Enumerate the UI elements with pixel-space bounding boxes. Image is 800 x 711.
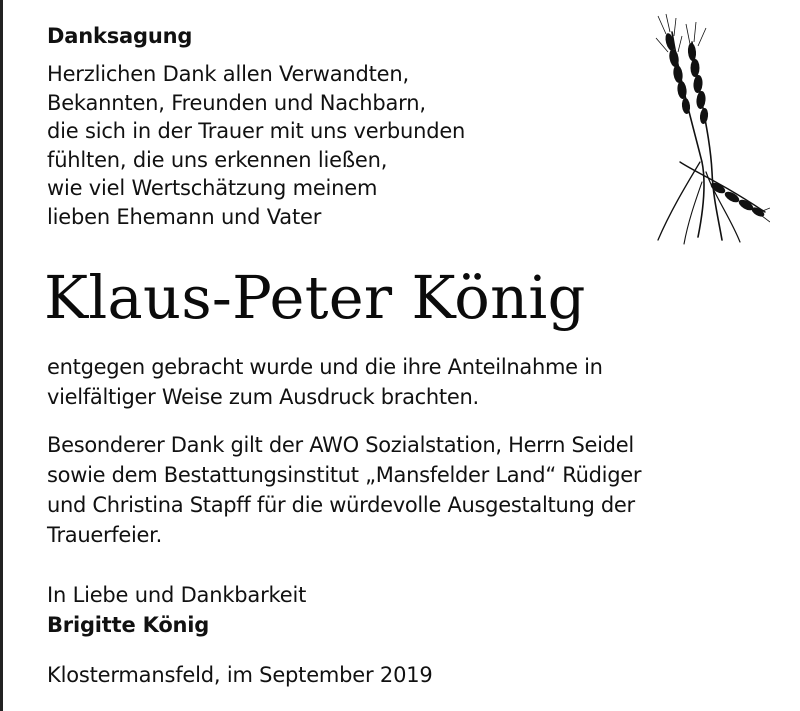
intro-line: lieben Ehemann und Vater: [47, 204, 322, 229]
closing-phrase: In Liebe und Dankbarkeit: [47, 583, 307, 607]
intro-text: [47, 60, 465, 231]
signer-name: Brigitte König: [47, 613, 210, 637]
closing-block: [47, 580, 306, 640]
paragraph-line: sowie dem Bestattungsinstitut „Mansfelder Land“ Rüdiger: [47, 463, 642, 487]
intro-line: wie viel Wertschätzung meinem: [47, 176, 378, 200]
place-and-date: Klostermansfeld, im September 2019: [47, 663, 433, 687]
intro-line: Bekannten, Freunden und Nachbarn,: [47, 90, 426, 115]
paragraph-line: Trauerfeier.: [47, 523, 162, 547]
special-thanks-paragraph: [47, 430, 641, 550]
thanks-paragraph: [47, 352, 603, 412]
notice-heading: Danksagung: [47, 24, 193, 48]
paragraph-line: vielfältiger Weise zum Ausdruck brachten.: [47, 385, 479, 409]
paragraph-line: entgegen gebracht wurde und die ihre Anteilnahme in: [47, 355, 603, 379]
paragraph-line: Besonderer Dank gilt der AWO Sozialstation, Herrn Seidel: [47, 433, 634, 457]
wheat-ears-icon: [640, 12, 770, 247]
intro-line: fühlten, die uns erkennen ließen,: [47, 147, 388, 172]
paragraph-line: und Christina Stapff für die würdevolle Ausgestaltung der: [47, 493, 635, 517]
deceased-name: Klaus-Peter König: [44, 263, 586, 332]
left-border-line: [0, 0, 3, 711]
intro-line: die sich in der Trauer mit uns verbunden: [47, 119, 466, 143]
intro-line: Herzlichen Dank allen Verwandten,: [47, 62, 409, 86]
